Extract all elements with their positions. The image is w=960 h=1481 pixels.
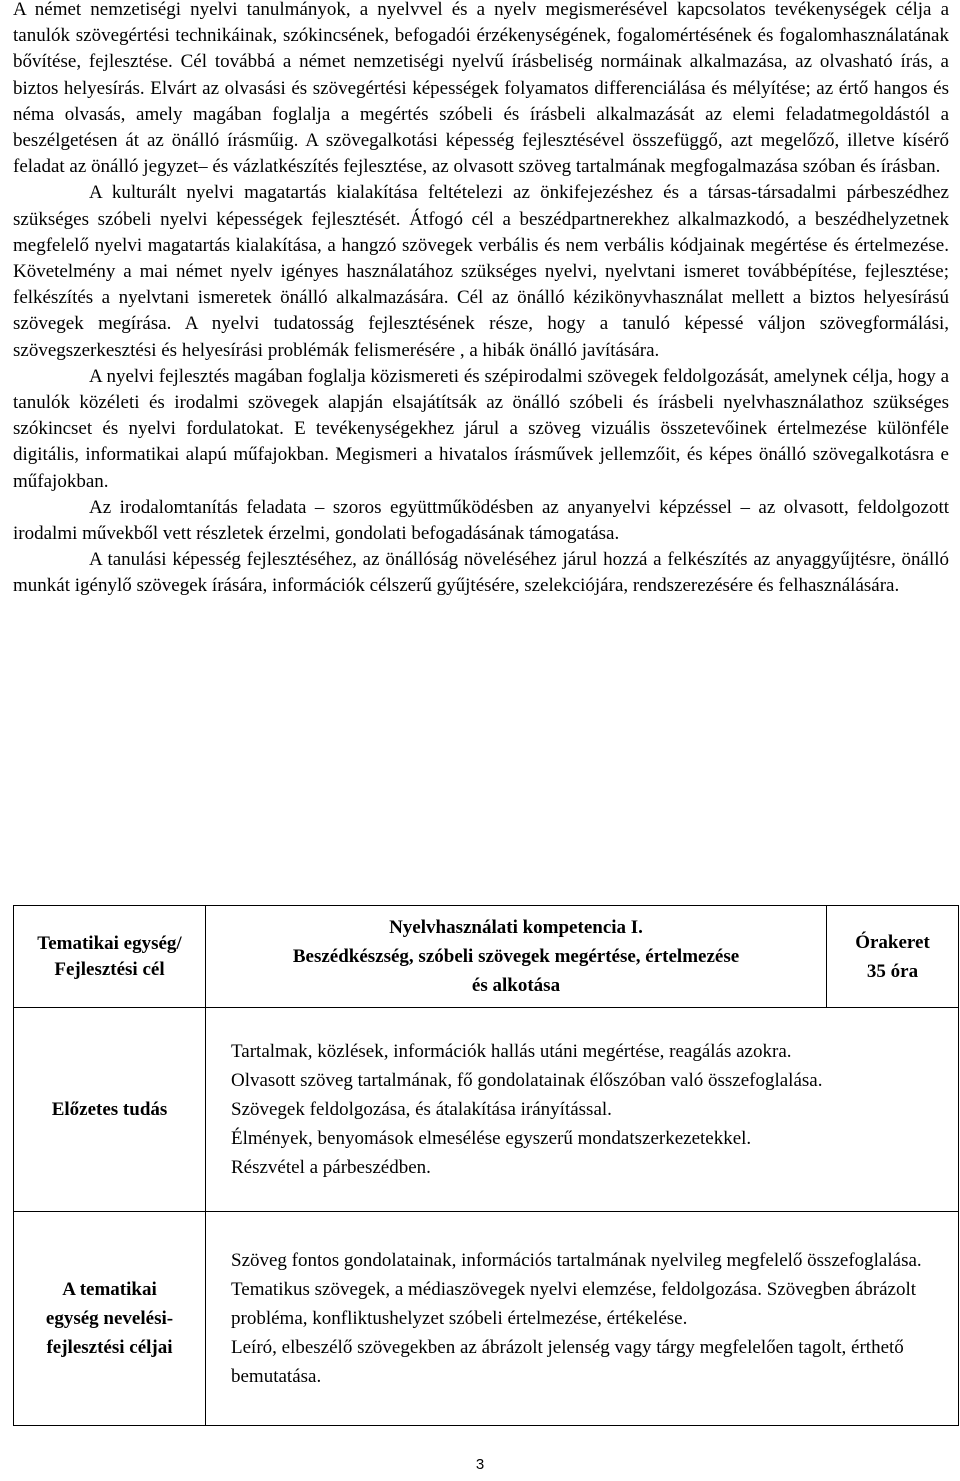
page-number: 3 <box>475 1456 485 1473</box>
paragraph-3: A nyelvi fejlesztés magában foglalja közismereti és szépirodalmi szövegek feldolgozását, amelynek célja, hogy a tanulók közéleti és irodalmi szövegek alapján elsajátítsák az önálló szóbeli és írásbeli nyelvhasználathoz szükséges szókincset és nyelvi fordulatokat. E tevékenységekhez járul a szöveg vizuális összetevőinek értelmezése különféle digitális, informatikai alapú műfajokban. Megismeri a hivatalos írásművek jellemzőit, és képes önálló szövegalkotásra e műfajokban. <box>13 365 949 492</box>
header-unit-line1: Tematikai egység/ <box>37 932 182 954</box>
goals-item: Leíró, elbeszélő szövegekben az ábrázolt jelenség vagy tárgy megfelelően tagolt, érthető bemutatása. <box>231 1337 904 1387</box>
goals-label-line1: A tematikai <box>62 1279 157 1300</box>
header-title-cell <box>206 906 827 1008</box>
header-unit-cell <box>14 906 206 1008</box>
table-header-row <box>14 906 959 1008</box>
header-hours-cell <box>827 906 959 1008</box>
table-row-prior-knowledge <box>14 1008 959 1212</box>
header-unit-line2: Fejlesztési cél <box>54 958 165 980</box>
prior-knowledge-item: Szövegek feldolgozása, és átalakítása irányítással. <box>231 1099 612 1120</box>
goals-label-line3: fejlesztési céljai <box>46 1337 173 1358</box>
paragraph-2: A kulturált nyelvi magatartás kialakítása feltételezi az önkifejezéshez és a társas-társadalmi párbeszédhez szükséges szóbeli nyelvi képességek fejlesztését. Átfogó cél a beszédpartnerekhez alkalmazkodó, a beszédhelyzetnek megfelelő nyelvi magatartás kialakítása, a hangzó szövegek verbális és nem verbális kódjainak megértése és értelmezése. Követelmény a mai német nyelv igényes használatához szükséges nyelvi, nyelvtani ismeret továbbépítése, fejlesztése; felkészítés a nyelvtani ismeretek önálló alkalmazására. Cél az önálló kézikönyvhasználat mellett a biztos helyesírású szövegek megírása. A nyelvi tudatosság fejlesztésének része, hogy a tanuló képessé váljon szövegformálási, szövegszerkesztési és helyesírási problémák felismerésére , a hibák önálló javítására. <box>13 182 949 361</box>
body-text <box>13 0 949 600</box>
goals-label-line2: egység nevelési- <box>45 1308 174 1329</box>
prior-knowledge-item: Tartalmak, közlések, információk hallás utáni megértése, reagálás azokra. <box>231 1041 792 1062</box>
goals-item: Szöveg fontos gondolatainak, információs tartalmának nyelvileg megfelelő összefoglalása. Tematikus szövegek, a médiaszövegek nyelvi elemzése, feldolgozása. Szövegben ábrázolt probléma, konfliktushelyzet szóbeli értelmezése, értékelése. <box>231 1250 922 1329</box>
table-row-goals <box>14 1212 959 1426</box>
hours-label: Órakeret <box>855 931 930 953</box>
paragraph-5: A tanulási képesség fejlesztéséhez, az önállóság növeléséhez járul hozzá a felkészítés az anyaggyűjtésre, önálló munkát igénylő szövegek írására, információk célszerű gyűjtésére, szelekciójára, rendszerezésére és felhasználására. <box>13 549 949 597</box>
hours-value: 35 óra <box>866 960 919 982</box>
competency-table <box>13 905 959 1426</box>
paragraph-4: Az irodalomtanítás feladata – szoros együttműködésben az anyanyelvi képzéssel – az olvasott, feldolgozott irodalmi művekből vett részletek érzelmi, gondolati befogadásának támogatása. <box>13 496 949 545</box>
header-title-line1: Nyelvhasználati kompetencia I. <box>389 917 643 938</box>
goals-content <box>206 1212 959 1426</box>
header-title-line2: Beszédkészség, szóbeli szövegek megértése, értelmezése <box>292 946 740 967</box>
prior-knowledge-item: Élmények, benyomások elmesélése egyszerű mondatszerkezetekkel. <box>231 1128 752 1149</box>
prior-knowledge-label: Előzetes tudás <box>14 1008 206 1212</box>
prior-knowledge-content <box>206 1008 959 1212</box>
paragraph-1: A német nemzetiségi nyelvi tanulmányok, a nyelvvel és a nyelv megismerésével kapcsolatos tevékenységek célja a tanulók szövegértési technikáinak, szókincsének, befogadói érzékenységének, fogalomértésének és fogalomhasználatának bővítése, fejlesztése. Cél továbbá a német nemzetiségi nyelvű írásbeliség normáinak alkalmazása, az olvasható írás, a biztos helyesírás. Elvárt az olvasási és szövegértési képességek folyamatos differenciálása és mélyítése; az értő hangos és néma olvasás, amely magában foglalja a megértés szóbeli és írásbeli alkalmazását az elemi feladatmegoldástól a beszélgetésen át az önálló írásműig. A szövegalkotási képesség fejlesztésével összefüggő, azt megelőző, illetve kísérő feladat az önálló jegyzet– és vázlatkészítés fejlesztése, az olvasott szöveg tartalmának megfogalmazása szóban és írásban. <box>13 0 949 178</box>
goals-label-cell <box>14 1212 206 1426</box>
prior-knowledge-item: Részvétel a párbeszédben. <box>231 1157 431 1178</box>
header-title-line3: és alkotása <box>471 975 561 996</box>
prior-knowledge-item: Olvasott szöveg tartalmának, fő gondolatainak élőszóban való összefoglalása. <box>231 1070 823 1091</box>
